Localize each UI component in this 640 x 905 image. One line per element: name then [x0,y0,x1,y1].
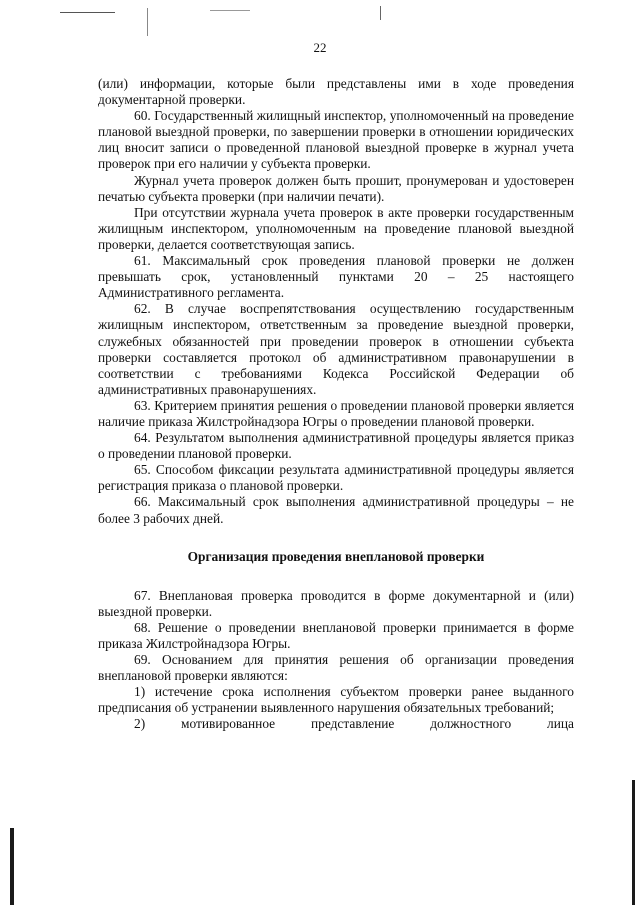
scan-edge-left [10,828,14,905]
paragraph-68: 68. Решение о проведении внеплановой проверки принимается в форме приказа Жилстройнадзора Югры. [98,619,574,651]
scan-artifact-top-right [380,6,381,20]
paragraph-60: 60. Государственный жилищный инспектор, уполномоченный на проведение плановой выездной проверки, по завершении проверки в отношении юридических лиц вносит записи о проведенной плановой выездной проверке в журнал учета проверок при его наличии у субъекта проверки. [98,108,574,172]
paragraph-63: 63. Критерием принятия решения о проведении плановой проверки является наличие приказа Жилстройнадзора Югры о проведении плановой проверки. [98,397,574,429]
paragraph-no-journal: При отсутствии журнала учета проверок в акте проверки государственным жилищным инспектором, уполномоченным на проведение плановой выездной проверки, делается соответствующая запись. [98,204,574,252]
paragraph-66: 66. Максимальный срок выполнения административной процедуры – не более 3 рабочих дней. [98,494,574,526]
list-item-2: 2) мотивированное представление должностного лица [134,716,574,732]
scan-artifact-top-mid [210,10,250,11]
section-heading: Организация проведения внеплановой проверки [187,548,485,564]
page-number: 22 [313,40,327,55]
paragraph-61: 61. Максимальный срок проведения плановой проверки не должен превышать срок, установленный пунктами 20 – 25 настоящего Административного регламента. [98,253,574,301]
paragraph-64: 64. Результатом выполнения административной процедуры является приказ о проведении плановой проверки. [98,430,574,462]
paragraph-journal: Журнал учета проверок должен быть прошит, пронумерован и удостоверен печатью субъекта проверки (при наличии печати). [98,172,574,204]
scan-artifact-top-left [60,12,115,13]
document-body [98,76,574,733]
scan-edge-right [632,780,635,905]
scan-artifact-top-tick [147,8,148,36]
paragraph-67: 67. Внеплановая проверка проводится в форме документарной и (или) выездной проверки. [98,587,574,619]
paragraph-65: 65. Способом фиксации результата административной процедуры является регистрация приказа о плановой проверки. [98,462,574,494]
list-item-1: 1) истечение срока исполнения субъектом проверки ранее выданного предписания об устранении выявленного нарушения обязательных требований; [98,684,574,716]
paragraph-62: 62. В случае воспрепятствования осуществлению государственным жилищным инспектором, ответственным за проведение выездной проверки, служебных обязанностей при проведении проверок в отношении субъекта проверки составляется протокол об административном правонарушении в соответствии с требованиями Кодекса Российской Федерации об административных правонарушениях. [98,301,574,397]
paragraph-continuation: (или) информации, которые были представлены ими в ходе проведения документарной проверки. [98,76,574,108]
paragraph-69: 69. Основанием для принятия решения об организации проведения внеплановой проверки являются: [98,652,574,684]
